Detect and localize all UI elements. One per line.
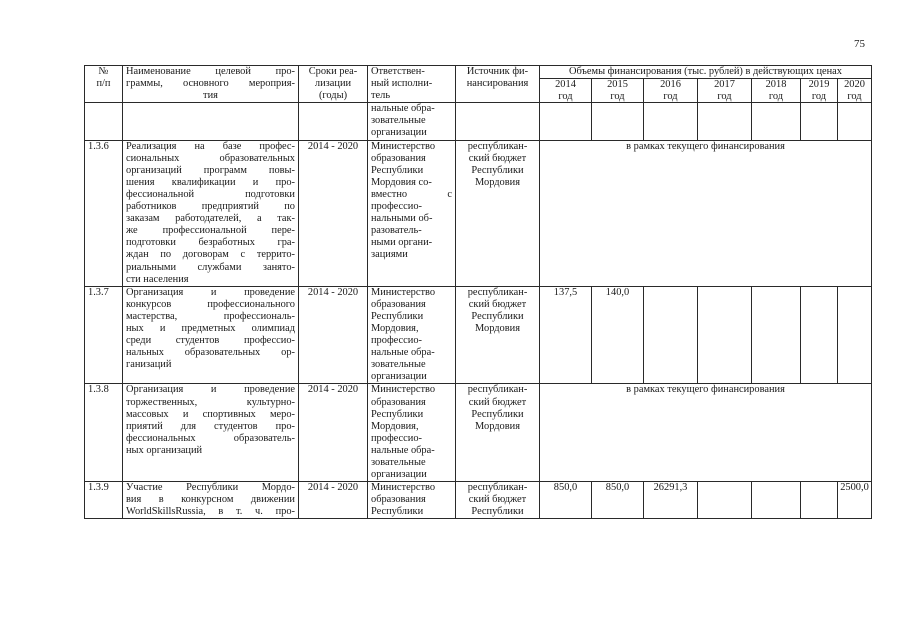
- cell-value-2017: [698, 103, 752, 140]
- cell-value-2020: [838, 286, 872, 384]
- cell-value-2014: [540, 103, 592, 140]
- cell-value-2019: [801, 482, 838, 519]
- cell-source: республикан- ский бюджет Республики Мордовия: [456, 140, 540, 286]
- cell-value-2018: [752, 482, 801, 519]
- cell-value-2016: [644, 286, 698, 384]
- header-year-2020: 2020 год: [838, 79, 872, 103]
- cell-num: 1.3.7: [85, 286, 123, 384]
- table-row-continuation: [85, 103, 872, 140]
- header-responsible: Ответствен- ный исполни- тель: [368, 66, 456, 103]
- header-year-2016: 2016 год: [644, 79, 698, 103]
- cell-name: Участие Республики Мордо- вия в конкурсном движении WorldSkillsRussia, в т. ч. про-: [123, 482, 299, 519]
- cell-financing-note: в рамках текущего финансирования: [540, 384, 872, 482]
- cell-num: [85, 103, 123, 140]
- cell-responsible: Министерство образования Республики Мордовия со- вместно с профессио- нальными об- разователь- ными органи- зациями: [368, 140, 456, 286]
- cell-responsible: нальные обра- зовательные организации: [368, 103, 456, 140]
- cell-value-2015: [592, 103, 644, 140]
- cell-responsible: Министерство образования Республики Мордовия, профессио- нальные обра- зовательные организации: [368, 384, 456, 482]
- cell-name: Организация и проведение торжественных, культурно- массовых и спортивных меро- приятий для студентов про- фессиональных образователь- ных организаций: [123, 384, 299, 482]
- cell-value-2016: [644, 103, 698, 140]
- cell-term: 2014 - 2020: [299, 384, 368, 482]
- cell-source: республикан- ский бюджет Республики: [456, 482, 540, 519]
- cell-value-2015: 850,0: [592, 482, 644, 519]
- page-number: 75: [854, 38, 865, 50]
- header-year-2014: 2014 год: [540, 79, 592, 103]
- cell-responsible: Министерство образования Республики Мордовия, профессио- нальные обра- зовательные организации: [368, 286, 456, 384]
- cell-num: 1.3.9: [85, 482, 123, 519]
- cell-num: 1.3.6: [85, 140, 123, 286]
- cell-value-2017: [698, 482, 752, 519]
- header-year-2015: 2015 год: [592, 79, 644, 103]
- header-year-2017: 2017 год: [698, 79, 752, 103]
- table-row-1-3-7: [85, 286, 872, 384]
- header-year-2018: 2018 год: [752, 79, 801, 103]
- cell-value-2014: 850,0: [540, 482, 592, 519]
- cell-value-2019: [801, 286, 838, 384]
- table-row-1-3-8: [85, 384, 872, 482]
- cell-value-2019: [801, 103, 838, 140]
- header-volumes: Объемы финансирования (тыс. рублей) в действующих ценах: [540, 66, 872, 79]
- cell-value-2020: 2500,0: [838, 482, 872, 519]
- cell-name: [123, 103, 299, 140]
- financing-table: [84, 65, 872, 519]
- cell-value-2016: 26291,3: [644, 482, 698, 519]
- header-term: Сроки реа- лизации (годы): [299, 66, 368, 103]
- cell-name: Реализация на базе профес- сиональных образовательных организаций программ повы- шения квалификации и про- фессиональной подготовки работников предприятий по заказам работодателей, а так- же профессиональной пере- подготовки безработных гра- ждан по договорам с террито- риальными службами занято- сти населения: [123, 140, 299, 286]
- cell-term: 2014 - 2020: [299, 286, 368, 384]
- cell-responsible: Министерство образования Республики: [368, 482, 456, 519]
- table-header-row: [85, 66, 872, 79]
- cell-source: республикан- ский бюджет Республики Мордовия: [456, 286, 540, 384]
- header-source: Источник фи- нансирования: [456, 66, 540, 103]
- cell-source: республикан- ский бюджет Республики Мордовия: [456, 384, 540, 482]
- cell-term: [299, 103, 368, 140]
- cell-value-2018: [752, 103, 801, 140]
- header-num: № п/п: [85, 66, 123, 103]
- cell-term: 2014 - 2020: [299, 482, 368, 519]
- cell-value-2020: [838, 103, 872, 140]
- table-row-1-3-6: [85, 140, 872, 286]
- cell-financing-note: в рамках текущего финансирования: [540, 140, 872, 286]
- header-year-2019: 2019 год: [801, 79, 838, 103]
- header-name: Наименование целевой про- граммы, основного мероприя- тия: [123, 66, 299, 103]
- cell-name: Организация и проведение конкурсов профессионального мастерства, профессиональ- ных и предметных олимпиад среди студентов профессио- нальных образовательных ор- ганизаций: [123, 286, 299, 384]
- cell-source: [456, 103, 540, 140]
- cell-value-2017: [698, 286, 752, 384]
- cell-term: 2014 - 2020: [299, 140, 368, 286]
- cell-value-2014: 137,5: [540, 286, 592, 384]
- table-row-1-3-9: [85, 482, 872, 519]
- cell-value-2018: [752, 286, 801, 384]
- cell-value-2015: 140,0: [592, 286, 644, 384]
- cell-num: 1.3.8: [85, 384, 123, 482]
